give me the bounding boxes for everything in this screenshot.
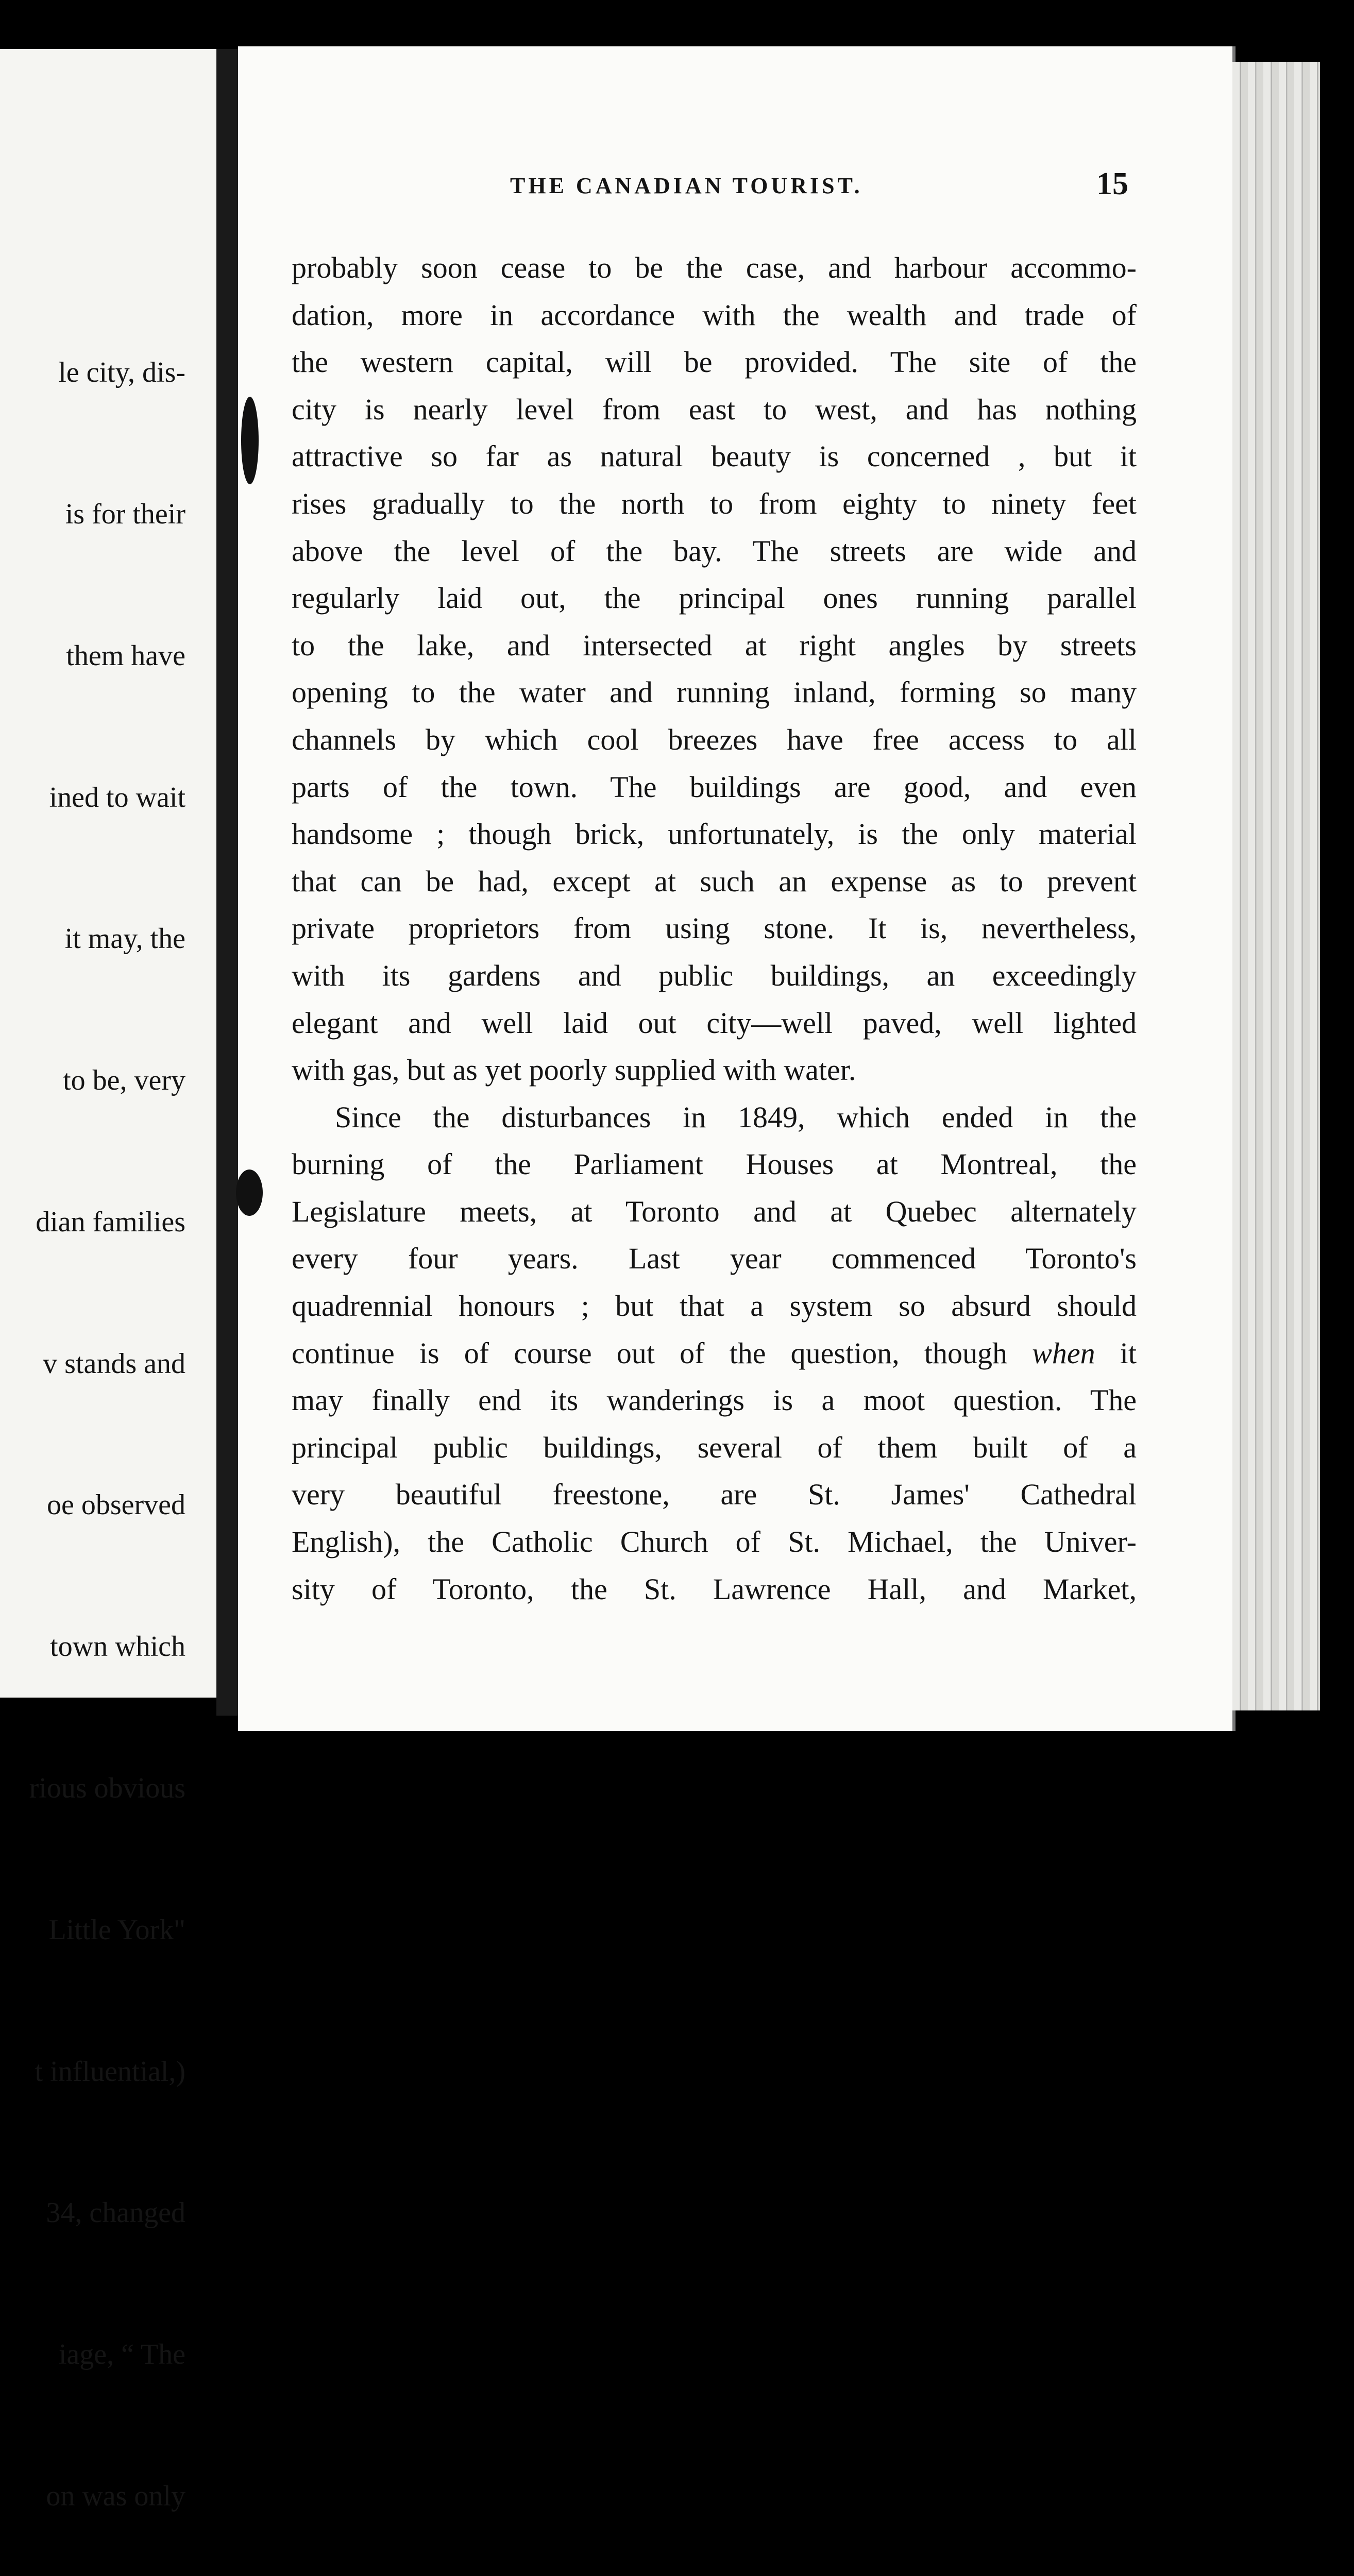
left-page-line: it may, the [64,923,185,955]
left-page-line: 34, changed [46,2197,185,2229]
left-page-line: dian families [36,1206,185,1238]
left-page-line: them have [66,639,185,672]
body-line: with its gardens and public buildings, an exceedingly [292,958,1137,992]
left-page-line: on was only [46,2480,185,2512]
left-page-line: to be, very [63,1064,185,1097]
left-page-line: is for their [65,498,185,530]
body-text [292,244,1137,1613]
body-line: rises gradually to the north to from eighty to ninety feet [292,486,1137,520]
left-page-line: iage, “ The [58,2338,185,2371]
left-page-line: v stands and [43,1347,185,1380]
left-page-line: town which [50,1631,185,1663]
body-line: city is nearly level from east to west, and has nothing [292,392,1137,426]
left-page [0,49,222,2512]
body-line: the western capital, will be provided. The site of the [292,345,1137,379]
body-line: private proprietors from using stone. It is, nevertheless, [292,911,1137,945]
page-number: 15 [1096,166,1128,201]
body-line: with gas, but as yet poorly supplied with water. [292,1053,856,1087]
body-line: parts of the town. The buildings are good, and even [292,770,1137,804]
body-line: opening to the water and running inland, forming so many [292,675,1137,709]
book-spine [216,49,241,1716]
body-line: principal public buildings, several of them built of a [292,1430,1137,1464]
body-line: dation, more in accordance with the wealth and trade of [292,298,1137,332]
left-page-text [29,255,185,2576]
left-page-line: Little York" [48,1913,185,1946]
body-line-segment: continue is of course out of the question, though [292,1336,1033,1370]
body-line [292,1330,1137,1377]
body-line: very beautiful freestone, are St. James' Cathedral [292,1478,1137,1512]
body-line: attractive so far as natural beauty is concerned , but it [292,439,1137,473]
left-page-line: oe observed [46,1489,185,1521]
left-page-line: ined to wait [49,781,185,814]
body-line: channels by which cool breezes have free access to all [292,722,1137,756]
body-line: English), the Catholic Church of St. Michael, the Univer- [292,1525,1137,1559]
body-line: above the level of the bay. The streets are wide and [292,534,1137,568]
left-page-line: t influential,) [35,2055,185,2088]
body-line: sity of Toronto, the St. Lawrence Hall, and Market, [292,1572,1137,1606]
body-line: Since the disturbances in 1849, which ended in the [335,1100,1137,1134]
emphasized-word: when [1032,1336,1095,1370]
body-line: regularly laid out, the principal ones running parallel [292,581,1137,615]
running-head: THE CANADIAN TOURIST. [510,173,863,198]
body-line: quadrennial honours ; but that a system so absurd should [292,1289,1137,1323]
body-line: handsome ; though brick, unfortunately, is the only material [292,817,1137,851]
body-line: every four years. Last year commenced Toronto's [292,1242,1137,1276]
left-page-line: rious obvious [29,1772,185,1804]
ink-blot [241,397,259,484]
body-line: to the lake, and intersected at right angles by streets [292,628,1137,662]
stacked-page-edges [1232,62,1320,1710]
body-line: burning of the Parliament Houses at Montreal, the [292,1147,1137,1181]
body-line: probably soon cease to be the case, and harbour accommo- [292,251,1137,284]
body-line-segment: it [1095,1336,1137,1370]
body-line: may finally end its wanderings is a moot question. The [292,1383,1137,1417]
left-page-line: le city, dis- [58,357,185,389]
body-line: that can be had, except at such an expense as to prevent [292,864,1137,898]
body-line: elegant and well laid out city—well paved, well lighted [292,1006,1137,1040]
body-line: Legislature meets, at Toronto and at Quebec alternately [292,1194,1137,1228]
ink-blot [236,1170,263,1216]
